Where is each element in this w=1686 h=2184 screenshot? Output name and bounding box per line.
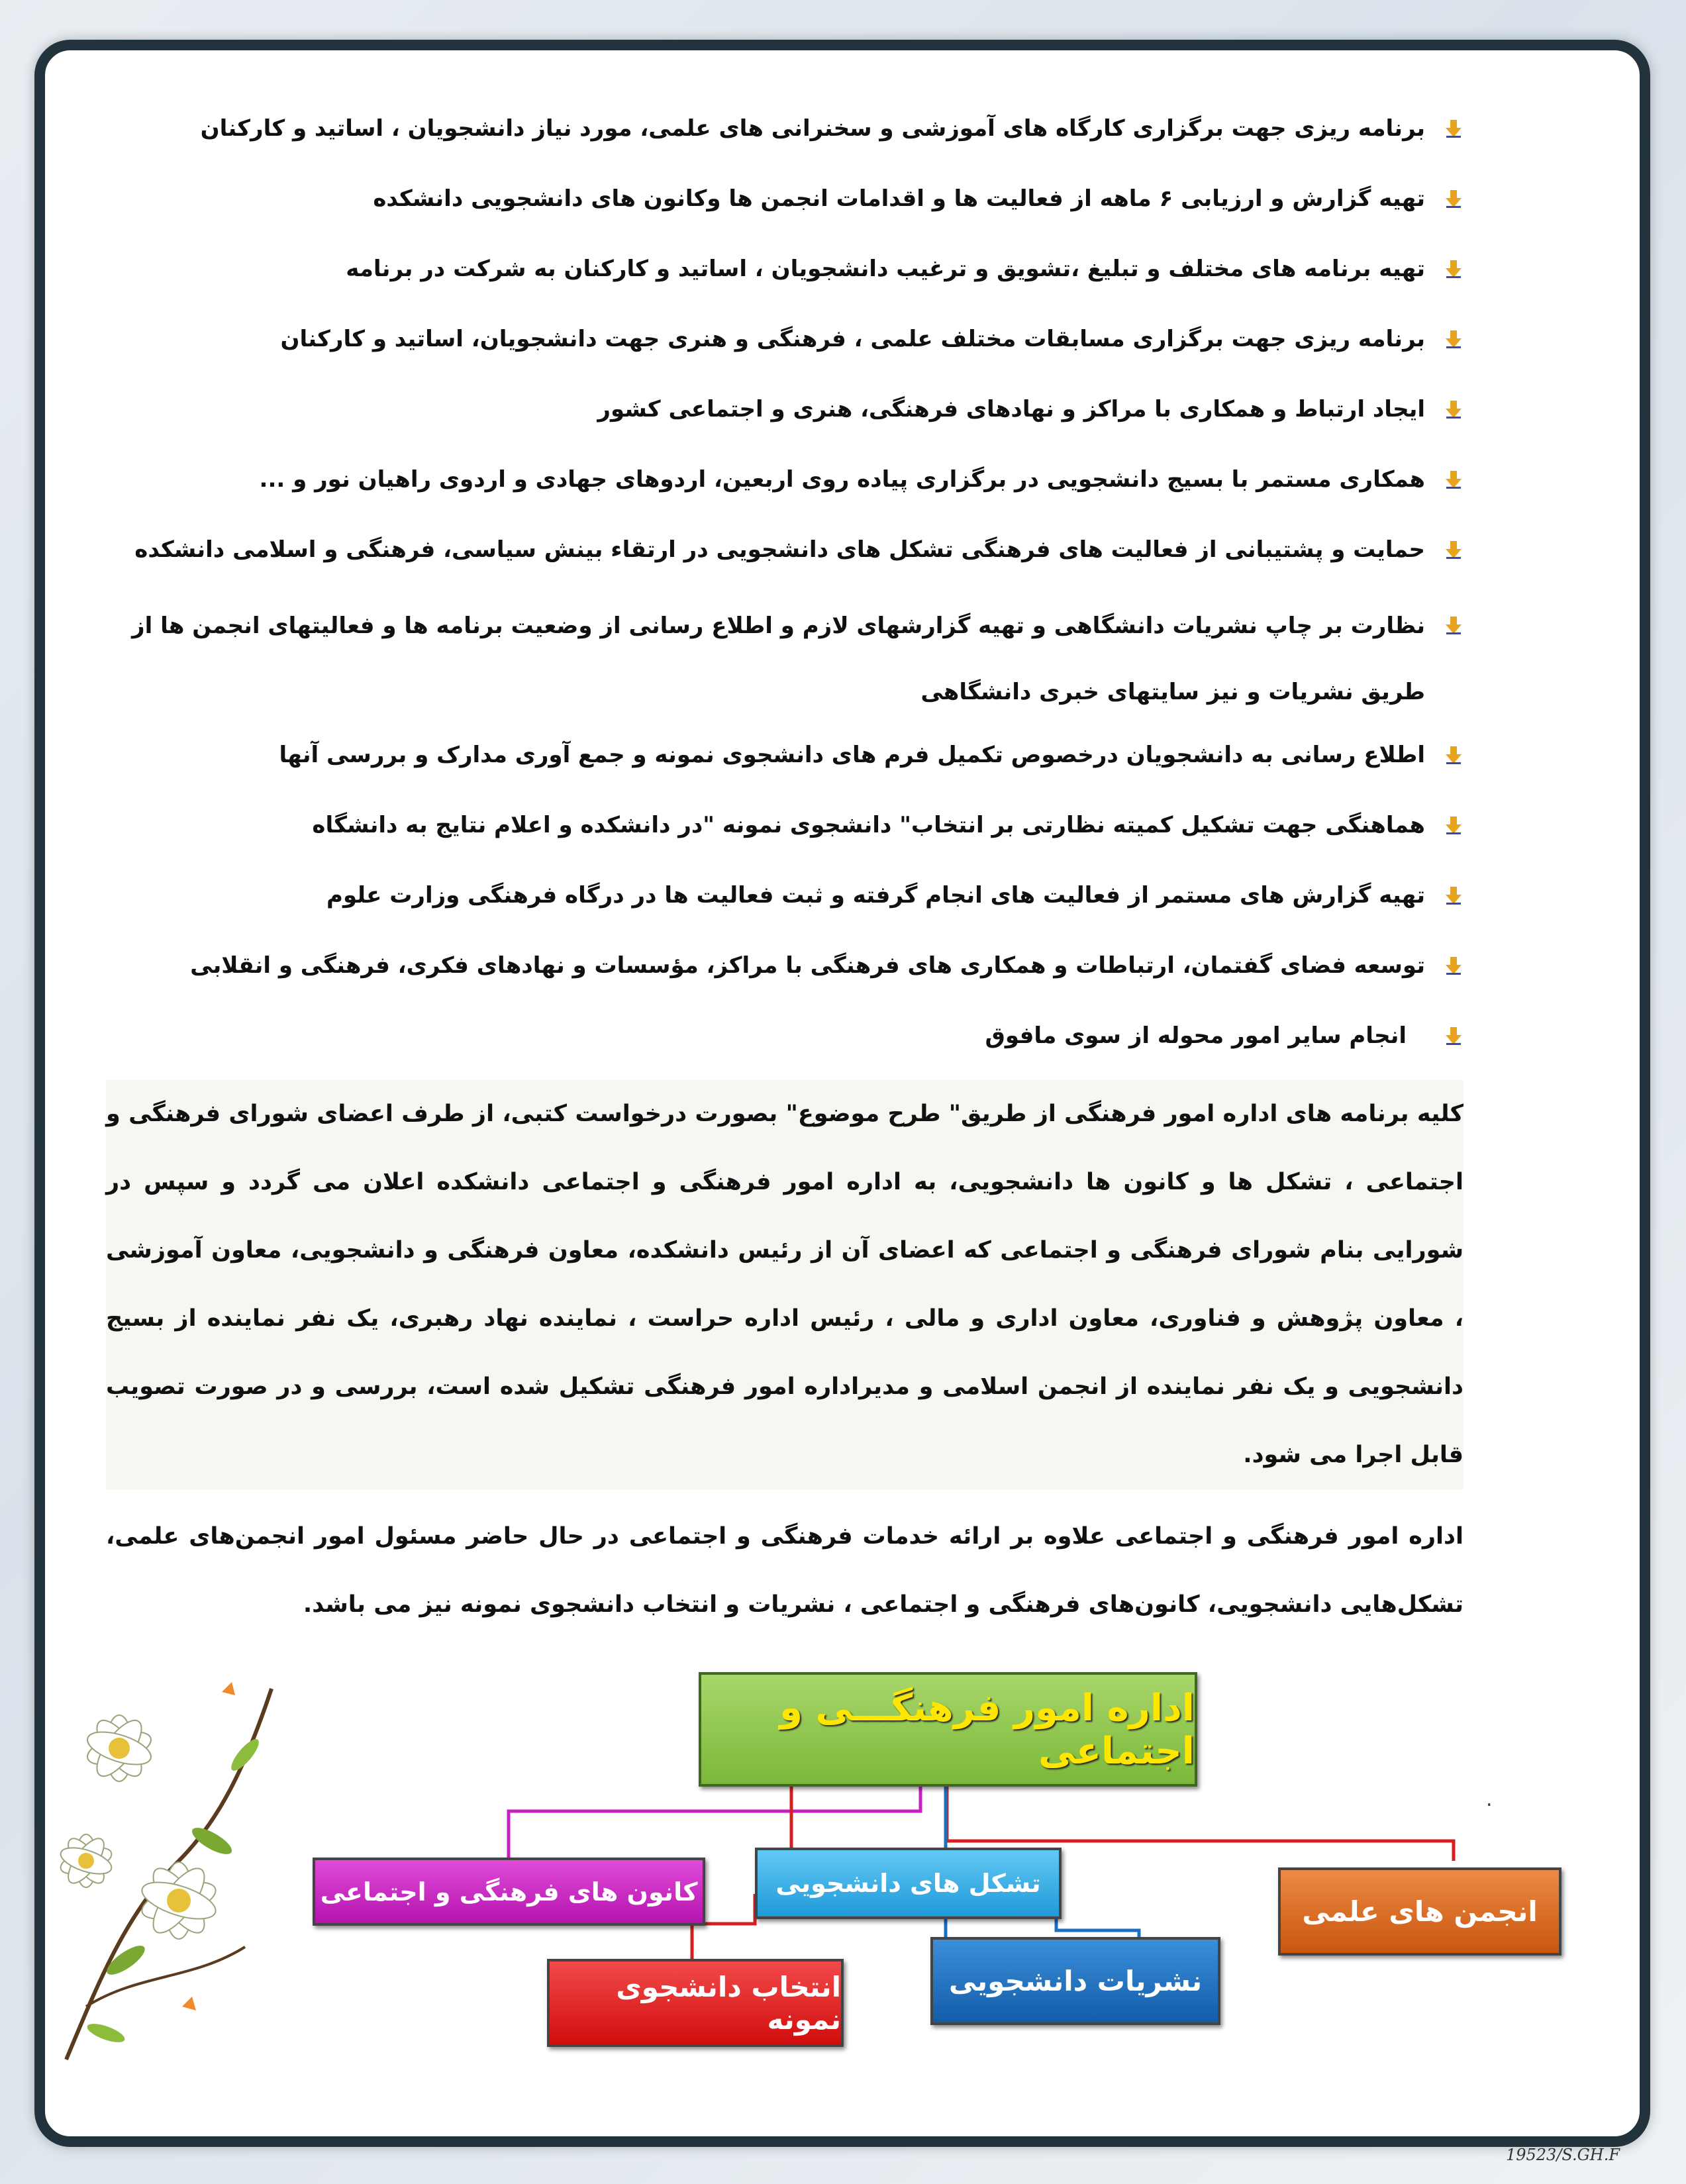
down-arrow-icon (1444, 540, 1463, 560)
main-content (106, 109, 1463, 1639)
down-arrow-icon (1444, 399, 1463, 419)
down-arrow-icon (1444, 885, 1463, 905)
org-root-box: اداره امور فرهنگـــی و اجتماعی (699, 1672, 1197, 1787)
down-arrow-icon (1444, 119, 1463, 138)
flower-decoration-icon (46, 1662, 298, 2073)
org-entekhab-box: انتخاب دانشجوی نمونه (547, 1959, 844, 2047)
list-item: همکاری مستمر با بسیج دانشجویی در برگزاری پیاده روی اربعین، اردوهای جهادی و اردوی راهیان نور و ... (106, 460, 1463, 499)
list-item: توسعه فضای گفتمان، ارتباطات و همکاری های فرهنگی با مراکز، مؤسسات و نهادهای فکری، فرهنگی و انقلابی (106, 946, 1463, 985)
list-item: تهیه برنامه های مختلف و تبلیغ ،تشویق و ترغیب دانشجویان ، اساتید و کارکنان به شرکت در برنامه (106, 250, 1463, 288)
paragraph-council: کلیه برنامه های اداره امور فرهنگی از طریق" طرح موضوع" بصورت درخواست کتبی، از طرف اعضای شورای فرهنگی و اجتماعی ، تشکل ها و کانون ها دانشجویی، به اداره امور فرهنگی و اجتماعی دانشکده اعلان می گردد و سپس در شورایی بنام شورای فرهنگی و اجتماعی که اعضای آن از رئیس دانشکده، معاون فرهنگی و دانشجویی، معاون آموزشی ، معاون پژوهش و فناوری، معاون اداری و مالی ، رئیس اداره حراست ، نماینده نهاد رهبری، یک نفر نماینده از بسیج دانشجویی و یک نفر نماینده از انجمن اسلامی و مدیراداره امور فرهنگی تشکیل شده است، بررسی و در صورت تصویب قابل اجرا می شود. (106, 1080, 1463, 1489)
list-item: ایجاد ارتباط و همکاری با مراکز و نهادهای فرهنگی، هنری و اجتماعی کشور (106, 390, 1463, 428)
down-arrow-icon (1444, 329, 1463, 349)
list-item: برنامه ریزی جهت برگزاری مسابقات مختلف علمی ، فرهنگی و هنری جهت دانشجویان، اساتید و کارکنان (106, 320, 1463, 358)
list-item: انجام سایر امور محوله از سوی مافوق (106, 1017, 1463, 1055)
org-anjoman-box: انجمن های علمی (1278, 1867, 1562, 1956)
list-item: تهیه گزارش و ارزیابی ۶ ماهه از فعالیت ها و اقدامات انجمن ها وکانون های دانشجویی دانشکده (106, 179, 1463, 218)
down-arrow-icon (1444, 1026, 1463, 1046)
description-section (106, 1080, 1463, 1639)
org-tashakol-box: تشکل های دانشجویی (755, 1848, 1062, 1919)
down-arrow-icon (1444, 956, 1463, 975)
duties-list (106, 109, 1463, 1055)
list-item: تهیه گزارش های مستمر از فعالیت های انجام گرفته و ثبت فعالیت ها در درگاه فرهنگی وزارت علوم (106, 876, 1463, 915)
footer-code: 19523/S.GH.F (1505, 2146, 1620, 2164)
org-kanoon-box: کانون های فرهنگی و اجتماعی (313, 1858, 705, 1926)
list-item: هماهنگی جهت تشکیل کمیته نظارتی بر انتخاب" دانشجوی نمونه "در دانشکده و اعلام نتایج به دانشگاه (106, 806, 1463, 844)
list-item: حمایت و پشتیبانی از فعالیت های فرهنگی تشکل های دانشجویی در ارتقاء بینش سیاسی، فرهنگی و اسلامی دانشکده (106, 530, 1463, 569)
list-item: نظارت بر چاپ نشریات دانشگاهی و تهیه گزارشهای لازم و اطلاع رسانی از وضعیت برنامه ها و فعالیتهای انجمن ها از طریق نشریات و نیز سایتهای خبری دانشگاهی (106, 593, 1463, 725)
list-item: برنامه ریزی جهت برگزاری کارگاه های آموزشی و سخنرانی های علمی، مورد نیاز دانشجویان ، اساتید و کارکنان (106, 109, 1463, 148)
down-arrow-icon (1444, 259, 1463, 279)
down-arrow-icon (1444, 615, 1463, 635)
down-arrow-icon (1444, 189, 1463, 209)
down-arrow-icon (1444, 745, 1463, 765)
down-arrow-icon (1444, 470, 1463, 489)
stray-dot: . (1486, 1788, 1493, 1811)
down-arrow-icon (1444, 815, 1463, 835)
list-item: اطلاع رسانی به دانشجویان درخصوص تکمیل فرم های دانشجوی نمونه و جمع آوری مدارک و بررسی آنها (106, 736, 1463, 774)
org-nashriat-box: نشریات دانشجویی (930, 1937, 1220, 2025)
paragraph-responsibilities: اداره امور فرهنگی و اجتماعی علاوه بر ارائه خدمات فرهنگی و اجتماعی در حال حاضر مسئول امور انجمن‌های علمی، تشکل‌هایی دانشجویی، کانون‌های فرهنگی و اجتماعی ، نشریات و انتخاب دانشجوی نمونه نیز می باشد. (106, 1523, 1463, 1618)
